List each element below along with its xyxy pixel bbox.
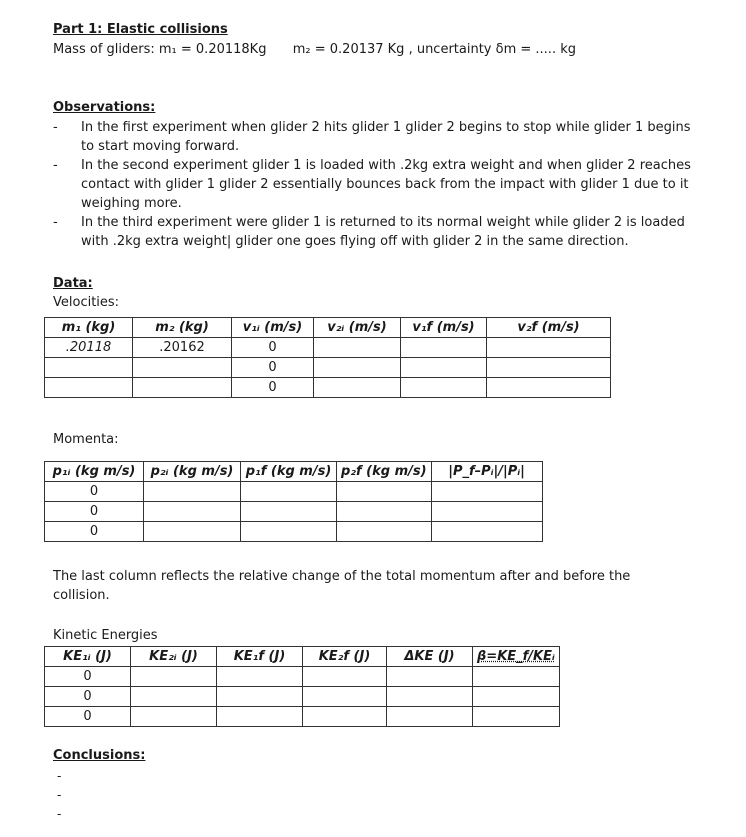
momenta-note: The last column reflects the relative change of the total momentum after and before the collision. — [53, 569, 631, 603]
table-cell[interactable] — [241, 522, 337, 542]
table-cell[interactable] — [133, 358, 232, 378]
table-cell[interactable] — [337, 502, 432, 522]
table-cell[interactable] — [387, 707, 473, 727]
conclusion-item: - — [57, 788, 62, 802]
table-cell[interactable] — [314, 358, 401, 378]
table-cell[interactable] — [45, 358, 133, 378]
col-header: p₁ᵢ (kg m/s) — [45, 462, 144, 482]
observations-heading: Observations: — [53, 100, 156, 115]
table-cell[interactable] — [303, 687, 387, 707]
table-cell[interactable]: 0 — [232, 338, 314, 358]
table-cell[interactable] — [217, 687, 303, 707]
mass-m2-uncertainty: m₂ = 0.20137 Kg , uncertainty δm = ..... kg — [292, 42, 576, 57]
velocities-table — [44, 317, 611, 398]
col-header: KE₁f (J) — [217, 647, 303, 667]
table-cell[interactable] — [401, 358, 487, 378]
mass-m1: Mass of gliders: m₁ = 0.20118Kg — [53, 42, 267, 57]
table-cell[interactable]: 0 — [232, 358, 314, 378]
table-header-row — [45, 647, 560, 667]
table-row — [45, 687, 560, 707]
table-row — [45, 707, 560, 727]
table-cell[interactable] — [337, 522, 432, 542]
table-cell[interactable] — [401, 378, 487, 398]
table-cell[interactable] — [45, 378, 133, 398]
momenta-label: Momenta: — [53, 432, 119, 447]
col-header: β=KE_f/KEᵢ — [473, 647, 560, 667]
table-cell[interactable] — [131, 667, 217, 687]
table-cell[interactable]: 0 — [45, 522, 144, 542]
table-cell[interactable] — [487, 378, 611, 398]
table-cell[interactable] — [431, 522, 542, 542]
table-cell[interactable] — [144, 502, 241, 522]
table-header-row — [45, 318, 611, 338]
col-header: p₁f (kg m/s) — [241, 462, 337, 482]
table-header-row — [45, 462, 543, 482]
observation-item: - In the second experiment glider 1 is loaded with .2kg extra weight and when glider 2 reaches contact with glider 1 glider 2 essentially bounces back from the impact with glider 1 due to it weighing more. — [53, 158, 691, 211]
table-row — [45, 358, 611, 378]
col-header: p₂f (kg m/s) — [337, 462, 432, 482]
kinetic-table — [44, 646, 560, 727]
table-cell[interactable] — [431, 482, 542, 502]
table-row — [45, 338, 611, 358]
col-header: v₁f (m/s) — [401, 318, 487, 338]
table-cell[interactable] — [473, 667, 560, 687]
table-cell[interactable] — [387, 687, 473, 707]
table-cell[interactable] — [473, 687, 560, 707]
table-cell[interactable] — [473, 707, 560, 727]
table-cell[interactable]: 0 — [45, 707, 131, 727]
table-cell[interactable] — [217, 707, 303, 727]
col-header: v₂f (m/s) — [487, 318, 611, 338]
table-cell[interactable] — [217, 667, 303, 687]
table-cell[interactable]: .20162 — [133, 338, 232, 358]
table-cell[interactable]: 0 — [45, 482, 144, 502]
observations-list — [53, 118, 693, 251]
table-cell[interactable]: 0 — [45, 502, 144, 522]
col-header: m₂ (kg) — [133, 318, 232, 338]
table-cell[interactable] — [241, 482, 337, 502]
observation-item: - In the third experiment were glider 1 is returned to its normal weight while glider 2 is loaded with .2kg extra weight| glider one goes flying off with glider 2 in the same direction. — [53, 215, 685, 249]
mass-line — [53, 40, 576, 59]
table-row — [45, 667, 560, 687]
col-header: v₂ᵢ (m/s) — [314, 318, 401, 338]
table-cell[interactable] — [303, 707, 387, 727]
conclusion-item: - — [57, 769, 62, 783]
data-heading: Data: — [53, 276, 93, 291]
kinetic-label: Kinetic Energies — [53, 628, 158, 643]
table-cell[interactable] — [314, 378, 401, 398]
col-header: KE₂f (J) — [303, 647, 387, 667]
table-cell[interactable]: 0 — [45, 667, 131, 687]
table-cell[interactable] — [131, 707, 217, 727]
conclusions-heading: Conclusions: — [53, 748, 146, 763]
table-cell[interactable] — [487, 338, 611, 358]
col-header: KE₁ᵢ (J) — [45, 647, 131, 667]
col-header: p₂ᵢ (kg m/s) — [144, 462, 241, 482]
table-cell[interactable] — [144, 482, 241, 502]
col-header: KE₂ᵢ (J) — [131, 647, 217, 667]
table-row — [45, 378, 611, 398]
part1-title: Part 1: Elastic collisions — [53, 22, 228, 37]
table-cell[interactable] — [337, 482, 432, 502]
col-header: ΔKE (J) — [387, 647, 473, 667]
velocities-label: Velocities: — [53, 295, 120, 310]
table-cell[interactable] — [144, 522, 241, 542]
table-cell[interactable]: 0 — [45, 687, 131, 707]
table-row — [45, 522, 543, 542]
table-cell[interactable]: 0 — [232, 378, 314, 398]
table-cell[interactable] — [401, 338, 487, 358]
momenta-table — [44, 461, 543, 542]
table-cell[interactable] — [387, 667, 473, 687]
table-cell[interactable] — [303, 667, 387, 687]
observation-item: - In the first experiment when glider 2 hits glider 1 glider 2 begins to stop while glider 1 begins to start moving forward. — [53, 120, 691, 154]
conclusion-item: - — [57, 807, 62, 821]
table-row — [45, 482, 543, 502]
col-header: |P_f–Pᵢ|/|Pᵢ| — [431, 462, 542, 482]
col-header: m₁ (kg) — [45, 318, 133, 338]
table-cell[interactable] — [241, 502, 337, 522]
table-cell[interactable] — [487, 358, 611, 378]
table-cell[interactable] — [431, 502, 542, 522]
table-cell[interactable]: .20118 — [45, 338, 133, 358]
table-row — [45, 502, 543, 522]
table-cell[interactable] — [131, 687, 217, 707]
table-cell[interactable] — [314, 338, 401, 358]
table-cell[interactable] — [133, 378, 232, 398]
col-header: v₁ᵢ (m/s) — [232, 318, 314, 338]
